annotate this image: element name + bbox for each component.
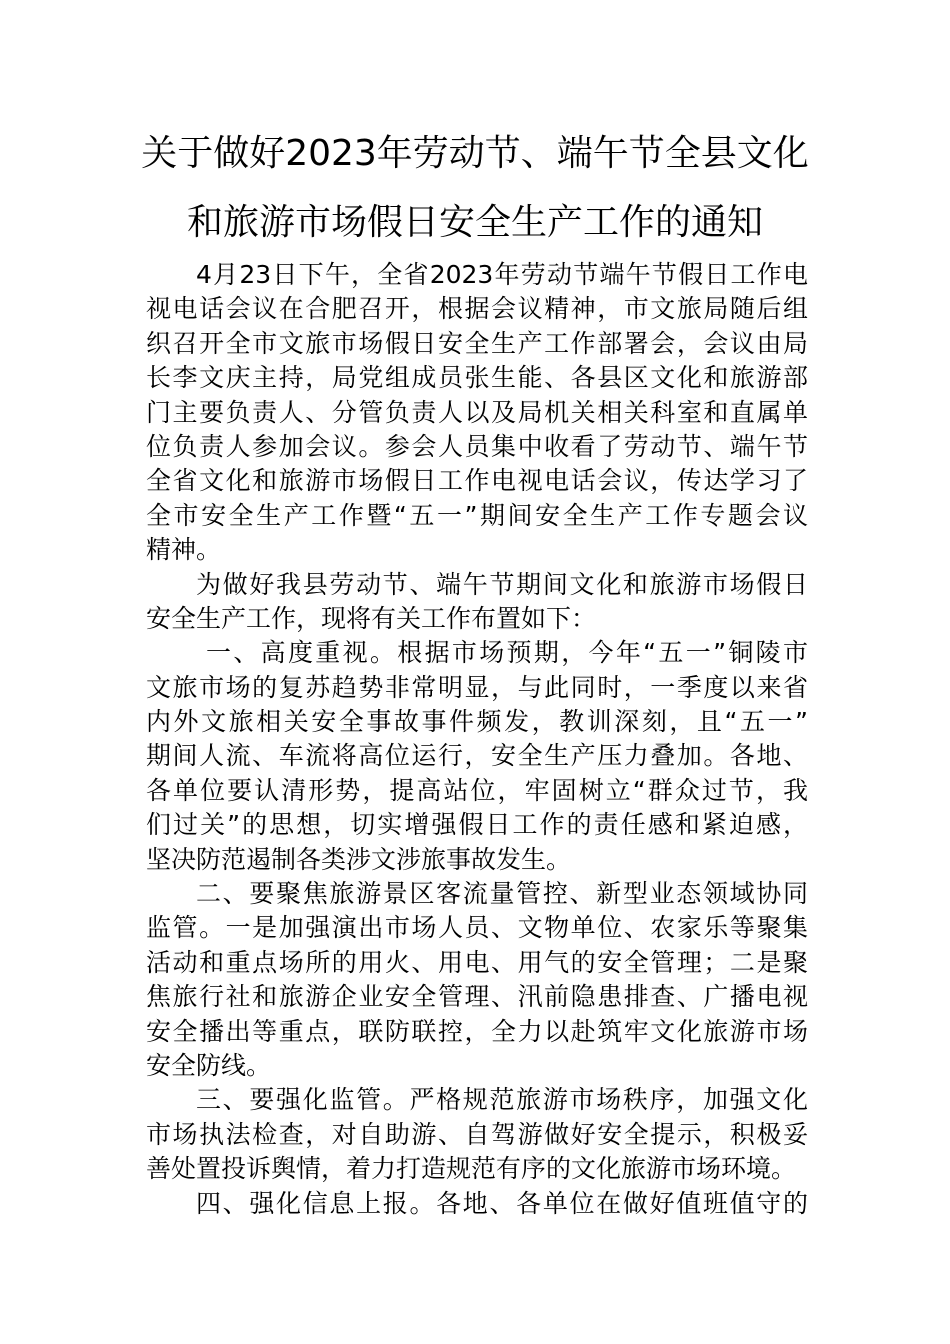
paragraph	[146, 258, 808, 568]
paragraph-line: 们过关”的思想，切实增强假日工作的责任感和紧迫感，	[146, 810, 808, 840]
paragraph-line: 期间人流、车流将高位运行，安全生产压力叠加。各地、	[146, 741, 808, 771]
paragraph-line: 安全播出等重点，联防联控，全力以赴筑牢文化旅游市场	[146, 1016, 808, 1046]
paragraph-line: 位负责人参加会议。参会人员集中收看了劳动节、端午节	[146, 431, 808, 461]
paragraph	[146, 877, 808, 1083]
paragraph-line: 二、要聚焦旅游景区客流量管控、新型业态领域协同	[196, 879, 808, 909]
paragraph-line: 一、高度重视。根据市场预期，今年“五一”铜陵市	[206, 638, 808, 668]
paragraph-line: 全省文化和旅游市场假日工作电视电话会议，传达学习了	[146, 466, 808, 496]
paragraph-line: 门主要负责人、分管负责人以及局机关相关科室和直属单	[146, 397, 808, 427]
paragraph-line: 为做好我县劳动节、端午节期间文化和旅游市场假日	[196, 569, 808, 599]
paragraph-line: 安全生产工作，现将有关工作布置如下：	[146, 603, 597, 633]
paragraph-line: 坚决防范遏制各类涉文涉旅事故发生。	[146, 844, 572, 874]
paragraph-line: 三、要强化监管。严格规范旅游市场秩序，加强文化	[196, 1085, 808, 1115]
paragraph	[146, 636, 808, 877]
paragraph-line: 4月23日下午，全省2023年劳动节端午节假日工作电	[196, 260, 808, 289]
paragraph-line: 视电话会议在合肥召开，根据会议精神，市文旅局随后组	[146, 294, 808, 324]
paragraph-line: 善处置投诉舆情，着力打造规范有序的文化旅游市场环境。	[146, 1154, 797, 1184]
document-title-line-1: 关于做好2023年劳动节、端午节全县文化	[141, 133, 809, 174]
paragraph	[146, 1187, 808, 1221]
paragraph-line: 内外文旅相关安全事故事件频发，教训深刻，且“五一”	[146, 707, 808, 737]
document-title-line-2: 和旅游市场假日安全生产工作的通知	[186, 202, 763, 243]
paragraph-line: 安全防线。	[146, 1050, 272, 1080]
paragraph-line: 焦旅行社和旅游企业安全管理、汛前隐患排查、广播电视	[146, 982, 808, 1012]
paragraph	[146, 568, 808, 637]
paragraph-line: 活动和重点场所的用火、用电、用气的安全管理；二是聚	[146, 947, 808, 977]
paragraph-line: 四、强化信息上报。各地、各单位在做好值班值守的	[196, 1188, 808, 1218]
paragraph-line: 监管。一是加强演出市场人员、文物单位、农家乐等聚集	[146, 913, 808, 943]
paragraph-line: 长李文庆主持，局党组成员张生能、各县区文化和旅游部	[146, 363, 808, 393]
paragraph	[146, 1083, 808, 1186]
paragraph-line: 各单位要认清形势，提高站位，牢固树立“群众过节，我	[146, 775, 808, 805]
paragraph-line: 文旅市场的复苏趋势非常明显，与此同时，一季度以来省	[146, 672, 808, 702]
document-body	[146, 258, 808, 1221]
paragraph-line: 精神。	[146, 535, 222, 565]
paragraph-line: 织召开全市文旅市场假日安全生产工作部署会，会议由局	[146, 328, 808, 358]
paragraph-line: 市场执法检查，对自助游、自驾游做好安全提示，积极妥	[146, 1119, 808, 1149]
paragraph-line: 全市安全生产工作暨“五一”期间安全生产工作专题会议	[146, 500, 808, 530]
